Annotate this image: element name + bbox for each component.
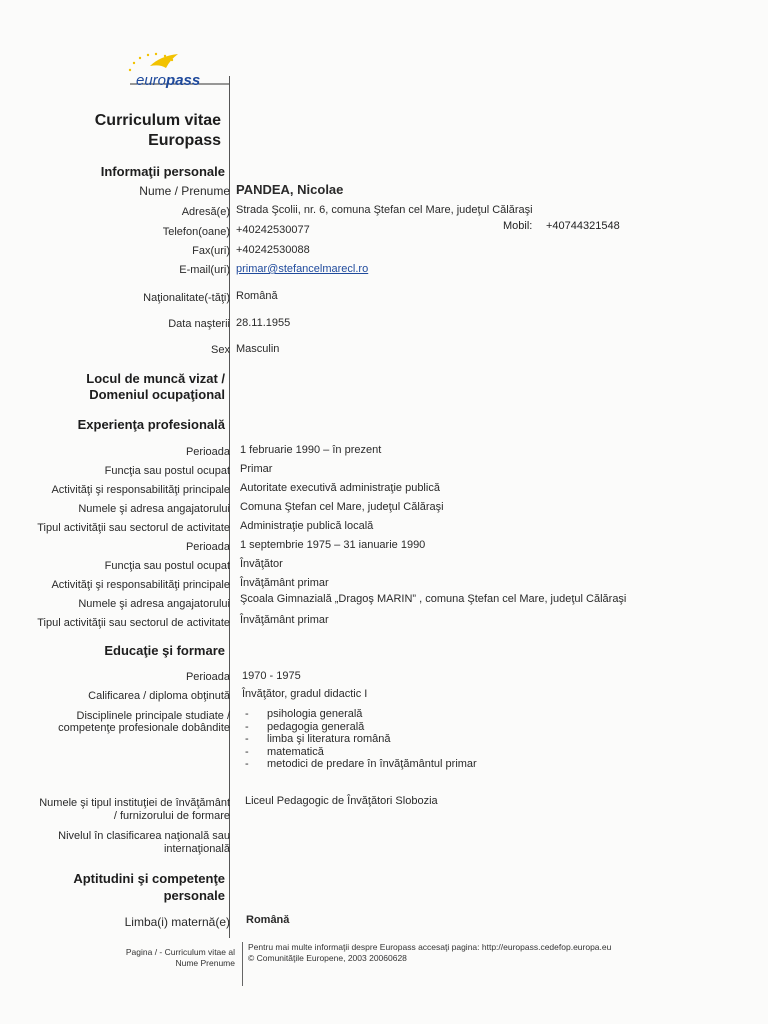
value-fax: +40242530088: [236, 244, 310, 256]
list-item: - limba şi literatura română: [245, 733, 391, 745]
section-job-target: [86, 371, 225, 403]
value-mobile: +40744321548: [546, 220, 620, 232]
label-name: Nume / Prenume: [139, 184, 230, 198]
value-email-wrap: [236, 263, 368, 276]
exp-label: Numele şi adresa angajatorului: [78, 503, 230, 515]
footer-right-line1: Pentru mai multe informaţii despre Europass accesaţi pagina: http://europass.cedefop.europa.eu: [248, 942, 612, 952]
exp-value: Primar: [240, 463, 273, 475]
edu-period-value: 1970 - 1975: [242, 670, 301, 682]
section-education: Educaţie şi formare: [104, 643, 225, 658]
exp-label: Activităţi şi responsabilităţi principale: [51, 484, 230, 496]
edu-level-label: [58, 830, 230, 856]
footer-right: [248, 942, 611, 963]
edu-disc-label: [58, 710, 230, 734]
label-fax: Fax(uri): [192, 245, 230, 257]
exp-value: Administraţie publică locală: [240, 520, 374, 532]
section-skills: [73, 870, 225, 904]
exp-value: Învăţător: [240, 558, 283, 570]
section-skills-line1: Aptitudini şi competenţe: [73, 871, 225, 886]
label-address: Adresă(e): [181, 206, 230, 218]
exp-label: Funcţia sau postul ocupat: [104, 465, 230, 477]
value-name: PANDEA, Nicolae: [236, 182, 344, 197]
email-link[interactable]: primar@stefancelmarecl.ro: [236, 263, 369, 275]
list-item: - pedagogia generală: [245, 720, 365, 733]
exp-value: 1 septembrie 1975 – 31 ianuarie 1990: [240, 539, 426, 551]
mother-tongue-value: Română: [246, 914, 290, 926]
edu-disc-label-line1: Disciplinele principale studiate /: [76, 710, 230, 722]
job-target-line1: Locul de muncă vizat /: [86, 371, 225, 386]
cv-title-line2: Europass: [148, 132, 221, 149]
edu-inst-label: [39, 797, 230, 823]
footer-left: [126, 947, 235, 968]
exp-label: Perioada: [185, 446, 230, 458]
exp-value: Învăţământ primar: [240, 614, 329, 626]
europass-logo: [120, 48, 230, 92]
section-skills-line2: personale: [163, 888, 225, 903]
edu-level-label-line1: Nivelul în clasificarea naţională sau: [58, 830, 230, 842]
exp-value: Autoritate executivă administraţie publică: [240, 482, 440, 494]
edu-level-label-line2: internaţională: [163, 843, 230, 855]
cv-title-line1: Curriculum vitae: [94, 112, 221, 129]
value-address: Strada Şcolii, nr. 6, comuna Ştefan cel Mare, judeţul Călăraşi: [236, 204, 533, 216]
exp-label: Activităţi şi responsabilităţi principale: [51, 579, 230, 591]
disciplines-list: [245, 708, 477, 771]
edu-inst-value: Liceul Pedagogic de Învăţători Slobozia: [245, 795, 438, 807]
mother-tongue-label: Limba(i) maternă(e): [124, 915, 230, 929]
label-phone: Telefon(oane): [162, 226, 230, 238]
cv-title: [95, 111, 221, 151]
footer-left-line1: Pagina / - Curriculum vitae al: [125, 947, 235, 957]
job-target-line2: Domeniul ocupaţional: [89, 387, 225, 402]
exp-label: Numele şi adresa angajatorului: [78, 598, 230, 610]
edu-period-label: Perioada: [185, 671, 230, 683]
exp-label: Funcţia sau postul ocupat: [104, 560, 230, 572]
label-email: E-mail(uri): [179, 264, 230, 276]
exp-value: Şcoala Gimnazială „Dragoş MARIN” , comuna Ştefan cel Mare, judeţul Călăraşi: [240, 593, 627, 605]
value-sex: Masculin: [236, 343, 280, 355]
list-item: - psihologia generală: [245, 708, 363, 720]
label-birthdate: Data naşterii: [168, 318, 230, 330]
value-nationality: Română: [236, 290, 278, 302]
edu-disc-label-line2: competenţe profesionale dobândite: [58, 722, 230, 734]
edu-inst-label-line2: / furnizorului de formare: [113, 810, 230, 822]
edu-qual-value: Învăţător, gradul didactic I: [242, 688, 368, 700]
footer-divider: [242, 942, 243, 986]
section-personal-info: Informaţii personale: [100, 164, 225, 179]
label-mobile: Mobil:: [503, 220, 533, 232]
footer-right-line2: © Comunităţile Europene, 2003 20060628: [248, 952, 407, 963]
exp-value: Comuna Ştefan cel Mare, judeţul Călăraşi: [240, 501, 444, 513]
exp-value: 1 februarie 1990 – în prezent: [240, 444, 382, 456]
footer-left-line2: Nume Prenume: [175, 957, 235, 968]
exp-label: Tipul activităţii sau sectorul de activitate: [37, 617, 230, 629]
value-phone: +40242530077: [236, 224, 310, 236]
list-item: - matematică: [245, 745, 324, 758]
exp-value: Învăţământ primar: [240, 577, 329, 589]
exp-label: Perioada: [185, 541, 230, 553]
logo-prefix: euro: [136, 72, 167, 89]
edu-inst-label-line1: Numele şi tipul instituţiei de învăţământ: [39, 797, 230, 809]
logo-suffix: pass: [166, 72, 201, 89]
edu-qual-label: Calificarea / diploma obţinută: [88, 690, 230, 702]
exp-label: Tipul activităţii sau sectorul de activitate: [37, 522, 230, 534]
section-experience: Experienţa profesională: [77, 417, 225, 432]
value-birthdate: 28.11.1955: [236, 317, 291, 329]
list-item: - metodici de predare în învăţământul primar: [245, 758, 477, 770]
label-nationality: Naţionalitate(-tăţi): [143, 292, 230, 304]
label-sex: Sex: [211, 344, 230, 356]
